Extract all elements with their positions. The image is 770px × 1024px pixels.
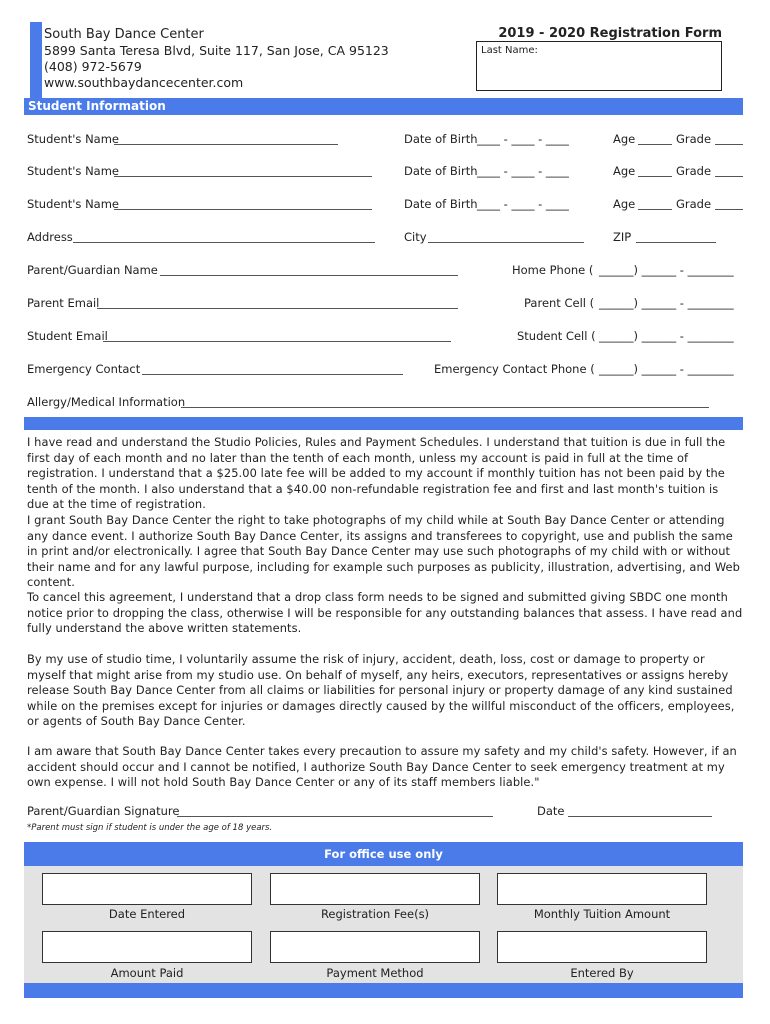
address-label: Address [27,230,73,244]
signature-label: Parent/Guardian Signature [27,804,180,818]
parent-cell-label: Parent Cell ( [524,296,595,310]
office-use-title: For office use only [24,842,743,866]
student-1-name-field[interactable] [114,144,338,145]
entered-by-label: Entered By [570,966,634,980]
home-phone-field[interactable]: ______) ______ - ________ [599,263,734,277]
student-1-dob-field[interactable]: ____ - ____ - ____ [477,132,569,146]
student-3-dob-field[interactable]: ____ - ____ - ____ [477,197,569,211]
org-website[interactable]: www.southbaydancecenter.com [44,75,244,90]
parent-email-label: Parent Email [27,296,100,310]
last-name-field[interactable] [476,41,722,91]
student-3-age-label: Age [613,197,636,211]
monthly-tuition-box[interactable] [497,873,707,905]
form-title: 2019 - 2020 Registration Form [498,26,722,41]
emergency-contact-field[interactable] [142,374,403,375]
zip-label: ZIP [613,230,632,244]
student-1-age-label: Age [613,132,636,146]
date-label: Date [537,804,565,818]
student-2-age-label: Age [613,164,636,178]
payment-method-label: Payment Method [326,966,424,980]
student-2-name-field[interactable] [114,176,372,177]
date-entered-box[interactable] [42,873,252,905]
student-3-grade-field[interactable] [715,209,743,210]
org-phone: (408) 972-5679 [44,59,142,74]
organization-info [44,27,389,91]
address-field[interactable] [73,242,375,243]
student-2-age-field[interactable] [638,176,672,177]
section-student-information: Student Information [24,98,743,115]
student-email-label: Student Email [27,329,108,343]
student-cell-field[interactable]: ______) ______ - ________ [599,329,734,343]
terms-liability: By my use of studio time, I voluntarily assume the risk of injury, accident, death, loss, cost or damage to property or myself that might arise from my studio use. On behalf of myself, any heirs, executors, representatives or assigns hereby release South Bay Dance Center from all claims or liabilities for personal injury or property damage of any kind sustained while on the premises except for injuries or damages directly caused by the willful misconduct of the officers, employees, or agents of South Bay Dance Center. [27,652,735,728]
parent-name-field[interactable] [160,275,458,276]
emergency-phone-field[interactable]: ______) ______ - ________ [599,362,734,376]
student-2-grade-field[interactable] [715,176,743,177]
header-accent-bar [30,22,42,100]
parent-cell-field[interactable]: ______) ______ - ________ [599,296,734,310]
org-address: 5899 Santa Teresa Blvd, Suite 117, San Jose, CA 95123 [44,43,389,58]
last-name-label: Last Name: [481,45,538,56]
student-1-grade-field[interactable] [715,144,743,145]
student-3-dob-label: Date of Birth [404,197,478,211]
registration-fee-label: Registration Fee(s) [320,907,430,921]
parent-name-label: Parent/Guardian Name [27,263,158,277]
amount-paid-box[interactable] [42,931,252,963]
zip-field[interactable] [636,242,716,243]
office-footer-band [24,983,743,998]
allergy-field[interactable] [181,407,709,408]
terms-tuition: I have read and understand the Studio Policies, Rules and Payment Schedules. I understand that tuition is due in full the first day of each month and no later than the tenth of each month, unless my account is paid in full at the time of registration. I understand that a $25.00 late fee will be added to my account if monthly tuition has not been paid by the tenth of the month. I also understand that a $40.00 non-refundable registration fee and first and last month's tuition is due at the time of registration. [27,435,726,511]
student-email-field[interactable] [103,341,451,342]
signature-note: *Parent must sign if student is under the age of 18 years. [27,823,273,833]
student-cell-label: Student Cell ( [517,329,596,343]
monthly-tuition-label: Monthly Tuition Amount [533,907,671,921]
student-2-dob-label: Date of Birth [404,164,478,178]
student-3-name-field[interactable] [114,209,372,210]
city-field[interactable] [428,242,584,243]
home-phone-label: Home Phone ( [512,263,594,277]
city-label: City [404,230,427,244]
student-2-name-label: Student's Name [27,164,120,178]
terms-photo-release: I grant South Bay Dance Center the right to take photographs of my child while at South Bay Dance Center or attending any dance event. I authorize South Bay Dance Center, its assigns and transferees to copyright, use and publish the same in print and/or electronically. I agree that South Bay Dance Center may use such photographs of my child with or without their name and for any lawful purpose, including for example such purposes as publicity, illustration, advertising, and Web content. [27,513,740,589]
emergency-phone-label: Emergency Contact Phone ( [434,362,595,376]
entered-by-box[interactable] [497,931,707,963]
student-1-name-label: Student's Name [27,132,120,146]
terms-emergency: I am aware that South Bay Dance Center takes every precaution to assure my safety and my child's safety. However, if an accident should occur and I cannot be notified, I authorize South Bay Dance Center to seek emergency treatment at my own expense. I will not hold South Bay Dance Center or any of its staff members liable." [27,744,737,789]
student-3-grade-label: Grade [676,197,712,211]
date-entered-label: Date Entered [108,907,186,921]
student-2-dob-field[interactable]: ____ - ____ - ____ [477,164,569,178]
org-name: South Bay Dance Center [44,27,204,42]
student-3-name-label: Student's Name [27,197,120,211]
allergy-label: Allergy/Medical Information [27,395,186,409]
student-3-age-field[interactable] [638,209,672,210]
student-1-grade-label: Grade [676,132,712,146]
amount-paid-label: Amount Paid [110,966,184,980]
divider-band [24,417,743,430]
student-1-age-field[interactable] [638,144,672,145]
terms-cancellation: To cancel this agreement, I understand that a drop class form needs to be signed and submitted giving SBDC one month notice prior to dropping the class, otherwise I will be responsible for any outstanding balances that assess. I have read and fully understand the above written statements. [27,590,743,635]
date-field[interactable] [568,816,712,817]
signature-field[interactable] [177,816,493,817]
student-2-grade-label: Grade [676,164,712,178]
emergency-contact-label: Emergency Contact [27,362,141,376]
payment-method-box[interactable] [270,931,480,963]
student-1-dob-label: Date of Birth [404,132,478,146]
parent-email-field[interactable] [97,308,458,309]
registration-fee-box[interactable] [270,873,480,905]
